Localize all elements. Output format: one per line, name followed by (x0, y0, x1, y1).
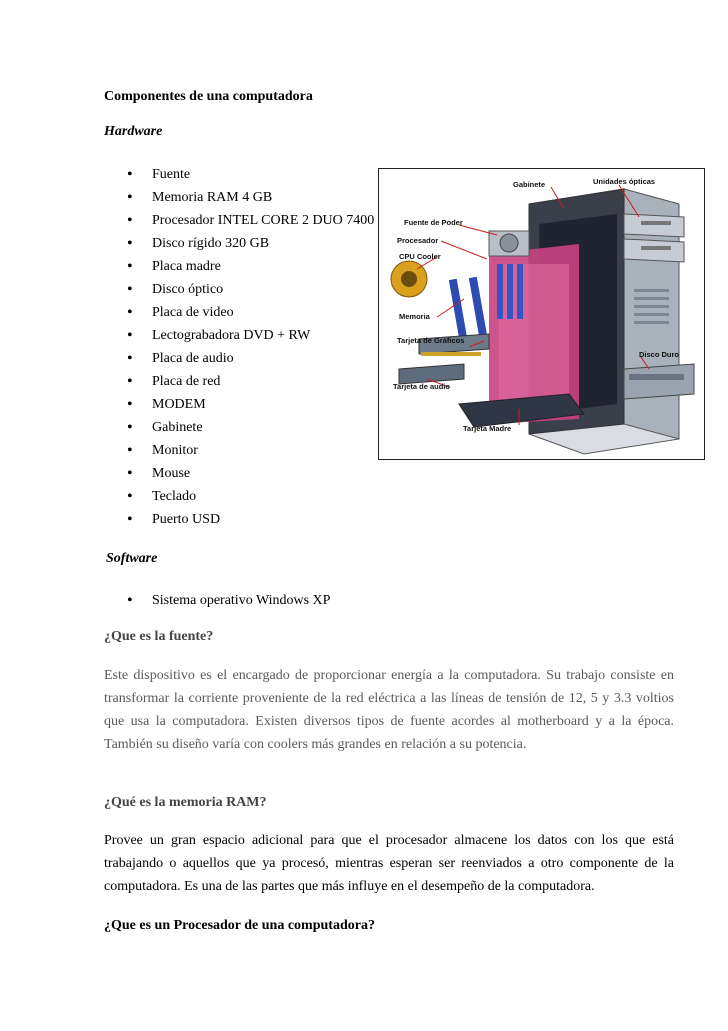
list-item: • Lectograbadora DVD + RW (127, 324, 374, 347)
hardware-heading: Hardware (104, 124, 163, 139)
list-item: • Disco rígido 320 GB (127, 232, 374, 255)
list-item: • Fuente (127, 163, 374, 186)
list-item: • Puerto USD (127, 508, 374, 531)
computer-diagram-illustration (379, 169, 704, 459)
document-title: Componentes de una computadora (104, 89, 313, 104)
list-item: • Gabinete (127, 416, 374, 439)
list-item: • Placa de red (127, 370, 374, 393)
list-item: • Procesador INTEL CORE 2 DUO 7400 (127, 209, 374, 232)
list-item: • Mouse (127, 462, 374, 485)
list-item: • Placa de audio (127, 347, 374, 370)
fuente-paragraph: Este dispositivo es el encargado de proporcionar energía a la computadora. Su trabajo consiste en transformar la corriente proveniente de la red eléctrica a las líneas de tensión de 12, 5 y 3.3 voltios que usa la computadora. Existen diversos tipos de fuente acordes al motherboard y a la época. También su diseño varía con coolers más grandes en relación a su potencia. (104, 668, 674, 752)
label-tarjeta-madre: Tarjeta Madre (463, 424, 512, 433)
list-item: • Memoria RAM 4 GB (127, 186, 374, 209)
label-cpu-cooler: CPU Cooler (399, 252, 441, 261)
list-item: • Placa de video (127, 301, 374, 324)
label-disco-duro: Disco Duro (639, 350, 680, 359)
list-item: • Sistema operativo Windows XP (127, 589, 330, 612)
label-tarjeta-audio: Tarjeta de audio (393, 382, 450, 391)
label-fuente-de-poder: Fuente de Poder (404, 218, 463, 227)
list-item: • Monitor (127, 439, 374, 462)
hardware-list (127, 163, 374, 531)
list-item: • Teclado (127, 485, 374, 508)
list-item: • MODEM (127, 393, 374, 416)
procesador-heading: ¿Que es un Procesador de una computadora? (104, 918, 375, 933)
label-gabinete: Gabinete (513, 180, 546, 189)
label-memoria: Memoria (399, 312, 430, 321)
ram-paragraph: Provee un gran espacio adicional para que el procesador almacene los datos con los que está trabajando o aquellos que ya procesó, mientras esperan ser reenviados a otro componente de la computadora. Es una de las partes que más influye en el desempeño de la computadora. (104, 833, 674, 894)
software-list (127, 589, 330, 612)
ram-heading: ¿Qué es la memoria RAM? (104, 795, 267, 810)
fuente-heading: ¿Que es la fuente? (104, 629, 214, 644)
label-tarjeta-graficos: Tarjeta de Gráficos (397, 336, 465, 345)
software-heading: Software (106, 551, 158, 566)
computer-components-figure (378, 168, 705, 460)
list-item: • Disco óptico (127, 278, 374, 301)
label-procesador: Procesador (397, 236, 439, 245)
list-item: • Placa madre (127, 255, 374, 278)
label-unidades-opticas: Unidades ópticas (593, 177, 656, 186)
